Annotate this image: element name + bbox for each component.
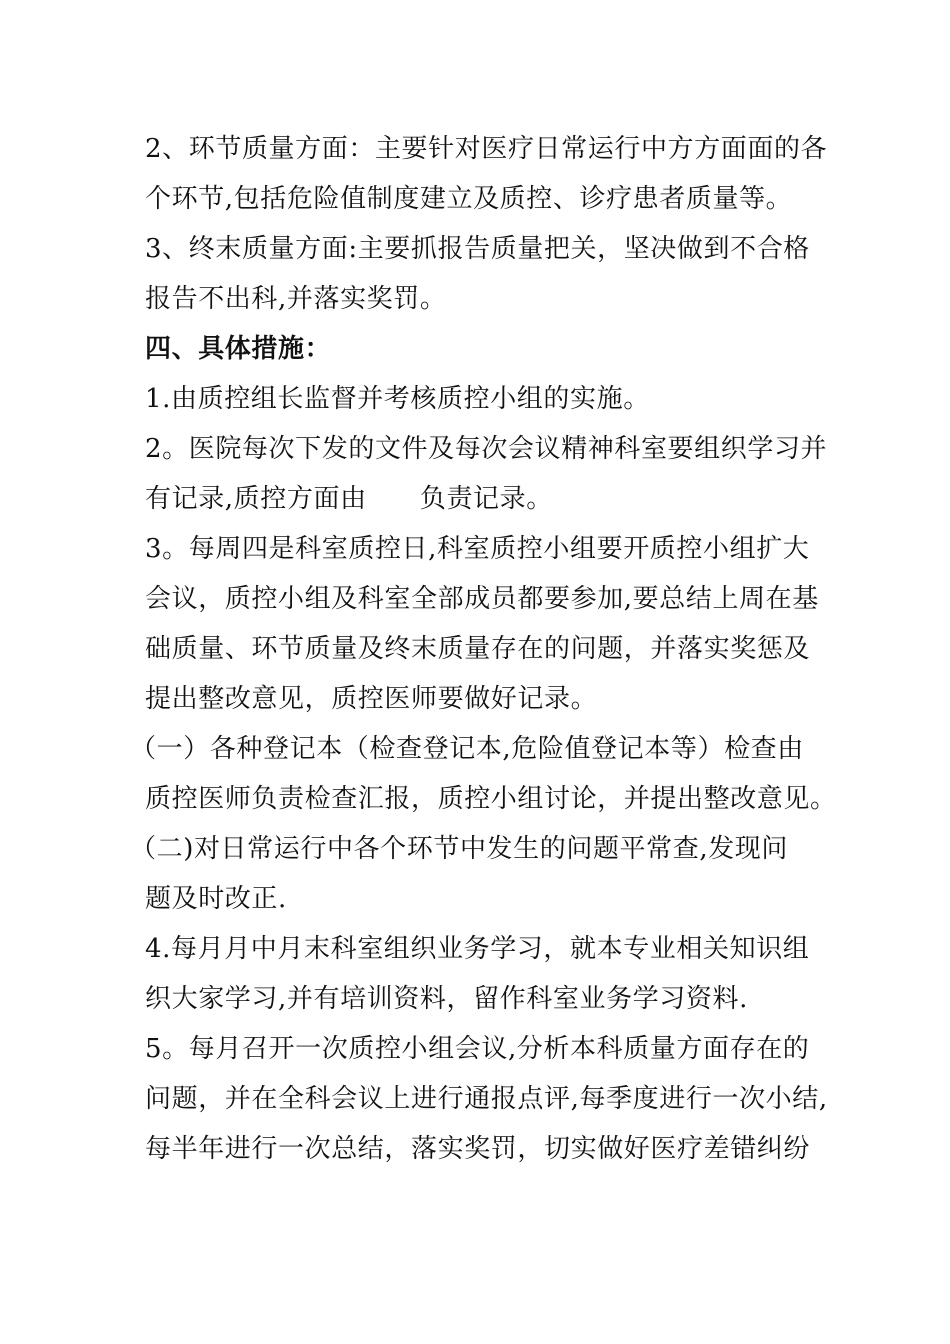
text-line: 提出整改意见，质控医师要做好记录。 xyxy=(145,684,598,714)
text-line: 2、环节质量方面：主要针对医疗日常运行中方方面面的各 xyxy=(145,134,828,164)
text-line: 个环节,包括危险值制度建立及质控、诊疗患者质量等。 xyxy=(145,184,793,214)
text-line: （二)对日常运行中各个环节中发生的问题平常查,发现问 xyxy=(130,834,789,864)
text-line: 5。每月召开一次质控小组会议,分析本科质量方面存在的 xyxy=(145,1034,810,1064)
text-line: （一）各种登记本（检查登记本,危险值登记本等）检查由 xyxy=(130,734,804,764)
text-line: 题及时改正. xyxy=(145,884,287,914)
text-line: 质控医师负责检查汇报，质控小组讨论，并提出整改意见。 xyxy=(145,784,837,814)
text-line: 3、终末质量方面:主要抓报告质量把关，坚决做到不合格 xyxy=(145,234,810,264)
text-line: 3。每周四是科室质控日,科室质控小组要开质控小组扩大 xyxy=(145,534,810,564)
text-line: 问题，并在全科会议上进行通报点评,每季度进行一次小结, xyxy=(145,1084,828,1114)
text-line: 础质量、环节质量及终末质量存在的问题，并落实奖惩及 xyxy=(145,634,811,664)
text-line: 4.每月月中月末科室组织业务学习，就本专业相关知识组 xyxy=(145,934,810,964)
text-line: 每半年进行一次总结，落实奖罚，切实做好医疗差错纠纷 xyxy=(145,1134,811,1164)
text-line: 织大家学习,并有培训资料，留作科室业务学习资料. xyxy=(145,984,748,1014)
text-line: 1.由质控组长监督并考核质控小组的实施。 xyxy=(145,384,650,414)
text-line: 会议，质控小组及科室全部成员都要参加,要总结上周在基 xyxy=(145,584,819,614)
text-line: 报告不出科,并落实奖罚。 xyxy=(145,284,447,314)
section-heading: 四、具体措施： xyxy=(145,334,332,364)
text-line: 有记录,质控方面由 负责记录。 xyxy=(145,484,553,514)
text-line: 2。医院每次下发的文件及每次会议精神科室要组织学习并 xyxy=(145,434,828,464)
